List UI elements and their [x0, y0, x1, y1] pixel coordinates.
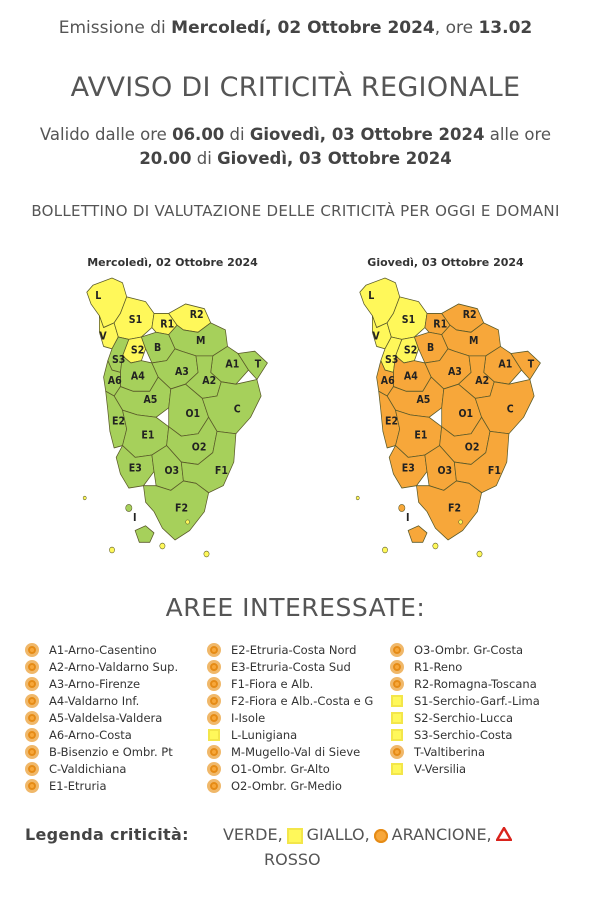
zone-label-m: M — [469, 335, 479, 348]
areas-column-3 — [390, 641, 540, 777]
zone-label-v: V — [372, 330, 380, 343]
orange-circle-icon — [25, 660, 39, 674]
zone-i — [408, 526, 427, 543]
tuscany-map — [40, 272, 305, 562]
validity-text — [20, 123, 571, 171]
validity-p3: alle ore — [489, 125, 552, 144]
zone-label-e3: E3 — [401, 463, 415, 475]
zone-label-c: C — [506, 404, 514, 416]
area-item — [207, 675, 373, 692]
area-item — [25, 777, 178, 794]
validity-time-start: 06.00 — [172, 125, 225, 144]
zone-label-o2: O2 — [191, 441, 207, 454]
zone-label-s1: S1 — [128, 314, 143, 327]
zone-label-s1: S1 — [401, 314, 416, 327]
orange-circle-icon — [390, 660, 404, 674]
zone-label-l: L — [368, 290, 375, 303]
area-label: O1-Ombr. Gr-Alto — [231, 761, 330, 776]
legend-title: Legenda criticità: — [25, 825, 189, 844]
zone-label-i: I — [133, 512, 137, 525]
area-label: S1-Serchio-Garf.-Lima — [414, 693, 540, 708]
page-title: AVVISO DI CRITICITÀ REGIONALE — [70, 72, 521, 103]
zone-label-f2: F2 — [175, 503, 189, 515]
zone-label-f1: F1 — [214, 465, 228, 478]
validity-p1: Valido dalle ore — [39, 125, 167, 144]
area-label: O2-Ombr. Gr-Medio — [231, 778, 342, 793]
orange-circle-icon — [390, 745, 404, 759]
zone-label-e2: E2 — [112, 415, 126, 428]
zone-label-f2: F2 — [448, 503, 462, 515]
area-label: E2-Etruria-Costa Nord — [231, 642, 357, 657]
island — [204, 551, 209, 557]
zone-label-o3: O3 — [437, 465, 453, 478]
zone-label-b: B — [154, 342, 162, 355]
area-item — [390, 709, 540, 726]
yellow-square-icon — [391, 729, 403, 741]
areas-title: AREE INTERESSATE: — [165, 593, 426, 622]
area-label: S2-Serchio-Lucca — [414, 710, 514, 725]
zone-label-r2: R2 — [189, 309, 204, 322]
zone-label-i: I — [406, 512, 410, 525]
validity-date-end: Giovedì, 03 Ottobre 2024 — [217, 149, 452, 168]
orange-circle-icon — [25, 728, 39, 742]
zone-label-a6: A6 — [107, 375, 122, 388]
area-item — [207, 777, 373, 794]
island — [126, 504, 132, 511]
area-label: A3-Arno-Firenze — [49, 676, 141, 691]
red-triangle-icon — [496, 824, 512, 848]
orange-circle-icon — [25, 745, 39, 759]
yellow-square-icon — [391, 695, 403, 707]
orange-circle-icon — [207, 711, 221, 725]
zone-label-l: L — [95, 290, 102, 303]
orange-circle-icon — [207, 694, 221, 708]
area-item — [390, 760, 540, 777]
orange-circle-icon — [25, 643, 39, 657]
area-label: R2-Romagna-Toscana — [414, 676, 537, 691]
zone-label-o3: O3 — [164, 465, 180, 478]
island — [382, 547, 387, 553]
orange-circle-icon — [25, 711, 39, 725]
orange-circle-icon — [25, 694, 39, 708]
zone-label-a5: A5 — [143, 394, 158, 407]
validity-date-start: Giovedì, 03 Ottobre 2024 — [249, 125, 485, 144]
zone-label-r1: R1 — [160, 319, 175, 331]
zone-label-a3: A3 — [448, 366, 462, 378]
zone-label-c: C — [233, 404, 241, 416]
zone-label-v: V — [99, 330, 107, 343]
emission-prefix: Emissione di — [58, 18, 166, 38]
orange-circle-icon — [207, 762, 221, 776]
areas-column-1 — [25, 641, 178, 794]
area-item — [207, 743, 373, 760]
area-item — [207, 709, 373, 726]
area-label: C-Valdichiana — [49, 761, 127, 776]
zone-label-f1: F1 — [487, 465, 501, 478]
tuscany-map — [313, 272, 578, 562]
orange-circle-icon — [390, 677, 404, 691]
area-item — [390, 692, 540, 709]
area-label: F1-Fiora e Alb. — [231, 676, 314, 691]
orange-circle-icon — [207, 643, 221, 657]
zone-label-t: T — [527, 359, 535, 371]
area-label: B-Bisenzio e Ombr. Pt — [49, 744, 173, 759]
area-label: L-Lunigiana — [231, 727, 298, 742]
legend-arancione: ARANCIONE, — [391, 825, 492, 844]
area-label: E1-Etruria — [49, 778, 107, 793]
zone-label-a1: A1 — [225, 359, 240, 371]
orange-circle-icon — [374, 829, 388, 843]
area-label: V-Versilia — [414, 761, 467, 776]
zone-label-a1: A1 — [498, 359, 513, 371]
area-label: M-Mugello-Val di Sieve — [231, 744, 361, 759]
orange-circle-icon — [25, 779, 39, 793]
legend-rosso: ROSSO — [264, 849, 321, 869]
area-item — [25, 760, 178, 777]
emission-line — [0, 18, 591, 38]
area-item — [390, 675, 540, 692]
zone-i — [135, 526, 154, 543]
zone-label-o1: O1 — [458, 408, 474, 421]
island — [186, 520, 190, 524]
zone-label-a4: A4 — [403, 371, 418, 383]
area-label: S3-Serchio-Costa — [414, 727, 513, 742]
yellow-square-icon — [391, 712, 403, 724]
zone-label-b: B — [427, 342, 435, 355]
area-label: A2-Arno-Valdarno Sup. — [49, 659, 179, 674]
area-label: O3-Ombr. Gr-Costa — [414, 642, 524, 657]
map-date: Mercoledì, 02 Ottobre 2024 — [87, 256, 258, 269]
validity-time-end: 20.00 — [139, 149, 192, 168]
zone-label-e3: E3 — [128, 463, 142, 475]
zone-label-a2: A2 — [202, 375, 217, 388]
area-label: E3-Etruria-Costa Sud — [231, 659, 351, 674]
area-item — [25, 675, 178, 692]
island — [109, 547, 114, 553]
areas-column-2 — [207, 641, 373, 794]
area-item — [207, 641, 373, 658]
area-item — [25, 743, 178, 760]
area-item — [390, 641, 540, 658]
area-item — [207, 760, 373, 777]
yellow-square-icon — [208, 729, 220, 741]
map-date: Giovedì, 03 Ottobre 2024 — [367, 256, 524, 269]
island — [477, 551, 482, 557]
zone-label-a5: A5 — [416, 394, 431, 407]
island — [433, 543, 438, 549]
zone-label-s2: S2 — [403, 345, 418, 357]
zone-label-r1: R1 — [433, 319, 448, 331]
area-item — [207, 692, 373, 709]
zone-label-t: T — [254, 359, 262, 371]
area-label: R1-Reno — [414, 659, 463, 674]
zone-label-e2: E2 — [385, 415, 399, 428]
orange-circle-icon — [390, 643, 404, 657]
zone-label-a4: A4 — [130, 371, 145, 383]
yellow-square-icon — [287, 828, 303, 844]
emission-mid: , ore — [434, 18, 474, 38]
orange-circle-icon — [207, 677, 221, 691]
island — [356, 496, 359, 500]
area-item — [25, 658, 178, 675]
area-item — [25, 709, 178, 726]
island — [83, 496, 86, 500]
zone-label-r2: R2 — [462, 309, 477, 322]
zone-label-s3: S3 — [112, 354, 126, 367]
zone-label-s3: S3 — [385, 354, 399, 367]
zone-label-a3: A3 — [175, 366, 189, 378]
area-item — [207, 726, 373, 743]
area-item — [25, 641, 178, 658]
area-item — [390, 658, 540, 675]
area-item — [25, 726, 178, 743]
area-label: A1-Arno-Casentino — [49, 642, 157, 657]
island — [399, 504, 405, 511]
zone-label-a2: A2 — [475, 375, 490, 388]
zone-label-m: M — [196, 335, 206, 348]
zone-label-a6: A6 — [380, 375, 395, 388]
bulletin-title: BOLLETTINO DI VALUTAZIONE DELLE CRITICITÀ PER OGGI E DOMANI — [31, 202, 560, 220]
yellow-square-icon — [391, 763, 403, 775]
orange-circle-icon — [25, 762, 39, 776]
zone-label-o2: O2 — [464, 441, 480, 454]
emission-time: 13.02 — [478, 18, 533, 38]
zone-label-e1: E1 — [414, 430, 428, 442]
zone-label-s2: S2 — [130, 345, 145, 357]
island — [160, 543, 165, 549]
area-label: A5-Valdelsa-Valdera — [49, 710, 163, 725]
area-item — [390, 726, 540, 743]
area-label: A4-Valdarno Inf. — [49, 693, 140, 708]
validity-p4: di — [196, 149, 212, 168]
zone-label-e1: E1 — [141, 430, 155, 442]
area-label: I-Isole — [231, 710, 266, 725]
orange-circle-icon — [207, 779, 221, 793]
legend-verde: VERDE, — [222, 825, 283, 844]
orange-circle-icon — [207, 745, 221, 759]
area-label: A6-Arno-Costa — [49, 727, 132, 742]
zone-label-o1: O1 — [185, 408, 201, 421]
area-item — [207, 658, 373, 675]
area-item — [25, 692, 178, 709]
area-label: F2-Fiora e Alb.-Costa e G — [231, 693, 374, 708]
island — [459, 520, 463, 524]
emission-date: Mercoledí, 02 Ottobre 2024 — [171, 18, 435, 38]
map-tomorrow — [313, 256, 578, 556]
legend-giallo: GIALLO, — [306, 825, 370, 844]
orange-circle-icon — [207, 660, 221, 674]
orange-circle-icon — [25, 677, 39, 691]
criticality-legend — [25, 823, 570, 872]
validity-p2: di — [229, 125, 245, 144]
area-label: T-Valtiberina — [414, 744, 485, 759]
map-today — [40, 256, 305, 556]
area-item — [390, 743, 540, 760]
